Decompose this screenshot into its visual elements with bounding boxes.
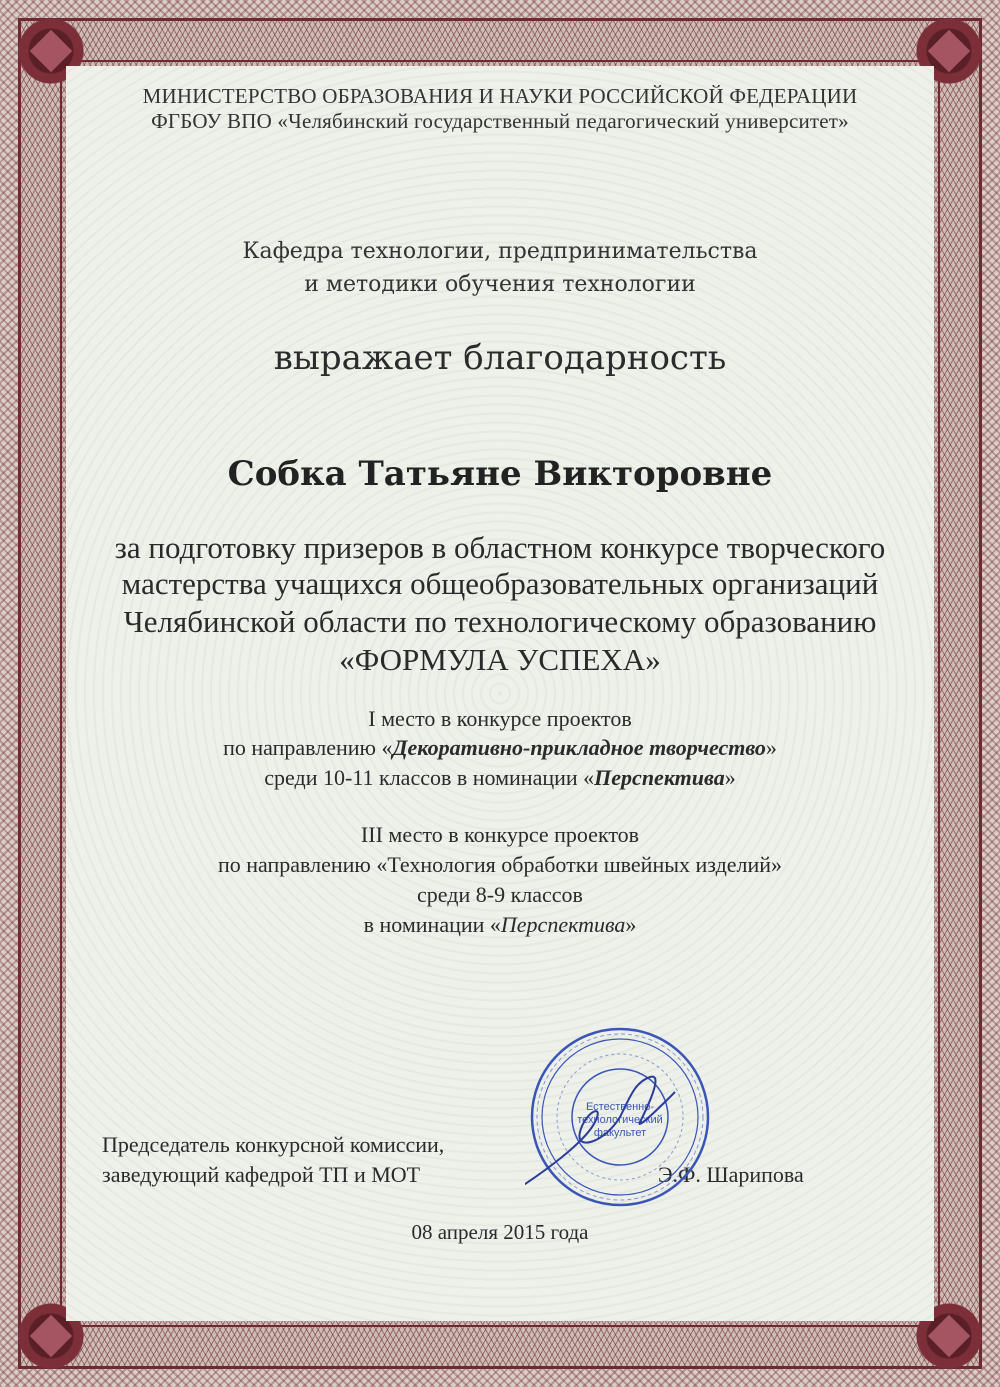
- award1-direction-suffix: »: [765, 735, 777, 760]
- award1-nomination-prefix: среди 10-11 классов в номинации «: [264, 765, 595, 790]
- signatory-name: Э.Ф. Шарипова: [658, 1162, 804, 1187]
- award1-place: I место в конкурсе проектов: [368, 706, 632, 731]
- signatory-title-1: Председатель конкурсной комиссии,: [102, 1132, 445, 1157]
- contest-name: «ФОРМУЛА УСПЕХА»: [339, 642, 661, 677]
- department-line-2: и методики обучения технологии: [304, 272, 696, 297]
- award2-direction: по направлению «Технология обработки швейных изделий»: [217, 852, 783, 877]
- award1-nomination: [66, 765, 934, 791]
- award2-nomination: [66, 912, 934, 938]
- university-header: ФГБОУ ВПО «Челябинский государственный педагогический университет»: [151, 109, 849, 133]
- award2-classes: среди 8-9 классов: [417, 882, 583, 907]
- thanks-heading: выражает благодарность: [273, 338, 727, 378]
- stamp-center-line-3: факультет: [593, 1127, 647, 1139]
- ministry-header: МИНИСТЕРСТВО ОБРАЗОВАНИЯ И НАУКИ РОССИЙСКОЙ ФЕДЕРАЦИИ: [142, 84, 858, 108]
- award2-nomination-suffix: »: [625, 912, 637, 937]
- reason-line-1: за подготовку призеров в областном конкурсе творческого: [114, 530, 886, 565]
- issue-date: 08 апреля 2015 года: [411, 1220, 589, 1244]
- certificate-content: [66, 66, 934, 1321]
- reason-line-3: Челябинской области по технологическому образованию: [123, 604, 877, 639]
- stamp-center-line-1: Естественно-: [585, 1101, 655, 1113]
- award1-direction: [66, 735, 934, 761]
- award1-nomination-suffix: »: [724, 765, 736, 790]
- stamp-center-line-2: технологический: [577, 1114, 663, 1126]
- signatory-title-2: заведующий кафедрой ТП и МОТ: [102, 1162, 421, 1187]
- reason-line-2: мастерства учащихся общеобразовательных организаций: [121, 566, 879, 601]
- award2-nomination-name: Перспектива: [500, 912, 626, 937]
- award1-nomination-name: Перспектива: [594, 765, 725, 790]
- official-stamp: [525, 1022, 715, 1212]
- department-line-1: Кафедра технологии, предпринимательства: [242, 239, 758, 264]
- award2-place: III место в конкурсе проектов: [360, 822, 640, 847]
- recipient-name: Собка Татьяне Викторовне: [227, 454, 773, 494]
- award1-direction-name: Декоративно-прикладное творчество: [392, 735, 766, 760]
- award2-nomination-prefix: в номинации «: [363, 912, 501, 937]
- handwritten-signature: [525, 1077, 675, 1197]
- award1-direction-prefix: по направлению «: [223, 735, 393, 760]
